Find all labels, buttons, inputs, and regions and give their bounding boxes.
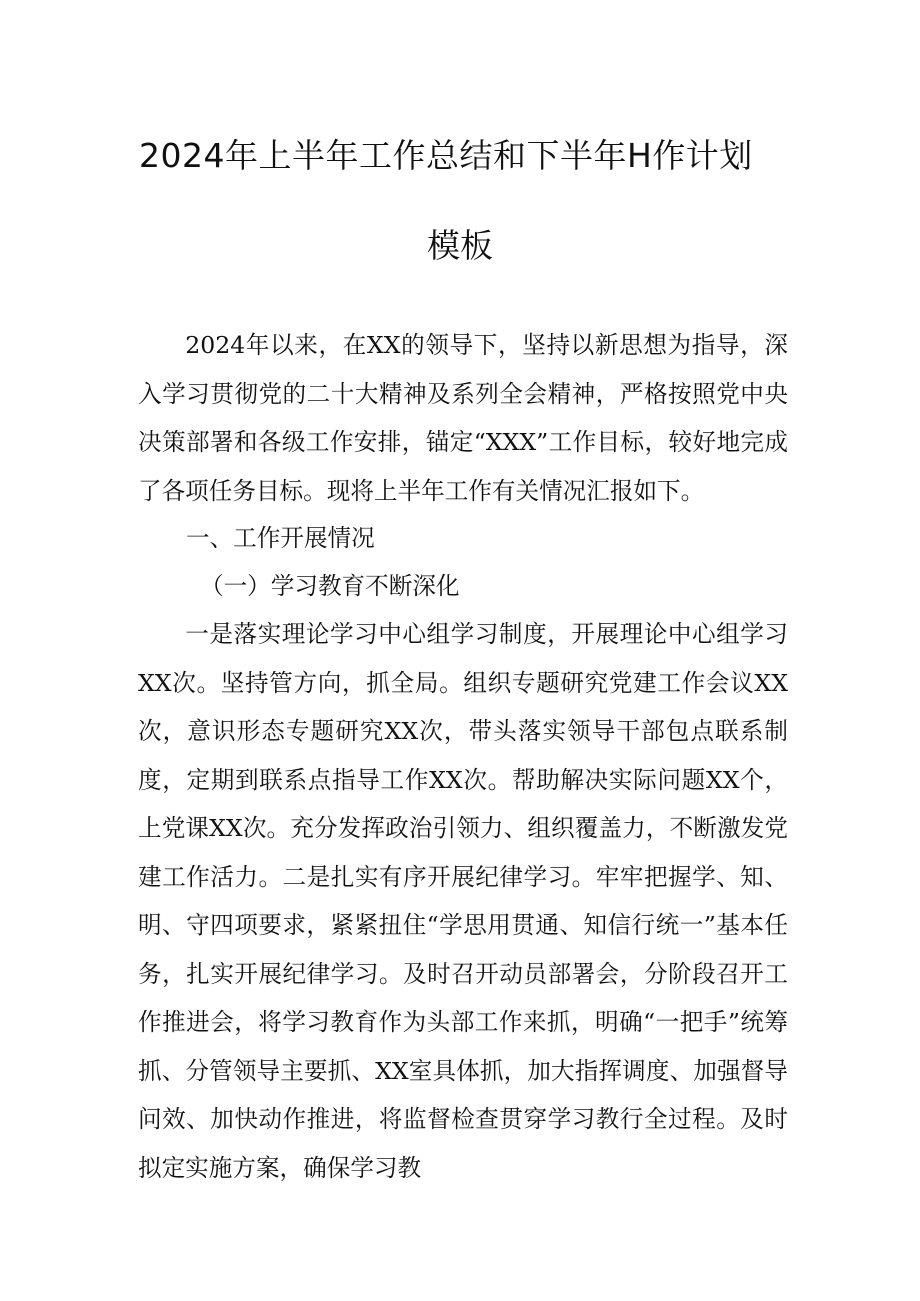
intro-paragraph: 2024年以来，在XX的领导下，坚持以新思想为指导，深入学习贯彻党的二十大精神及系列全会精神，严格按照党中央决策部署和各级工作安排，锚定“XXX”工作目标，较好地完成了各项任务目标。现将上半年工作有关情况汇报如下。: [138, 331, 788, 505]
document-title-continued: 模板: [427, 226, 493, 265]
body-paragraph: 一是落实理论学习中心组学习制度，开展理论中心组学习XX次。坚持管方向，抓全局。组织专题研究党建工作会议XX次，意识形态专题研究XX次，带头落实领导干部包点联系制度，定期到联系点指导工作XX次。帮助解决实际问题XX个，上党课XX次。充分发挥政治引领力、组织覆盖力，不断激发党建工作活力。二是扎实有序开展纪律学习。牢牢把握学、知、明、守四项要求，紧紧扭住“学思用贯通、知信行统一”基本任务，扎实开展纪律学习。及时召开动员部署会，分阶段召开工作推进会，将学习教育作为头部工作来抓，明确“一把手”统筹抓、分管领导主要抓、XX室具体抓，加大指挥调度、加强督导问效、加快动作推进，将监督检查贯穿学习教行全过程。及时拟定实施方案，确保学习教: [138, 620, 788, 1182]
section-heading: 一、工作开展情况: [186, 524, 375, 552]
document-title: 2024年上半年工作总结和下半年H作计划: [139, 136, 753, 175]
subsection-heading: （一）学习教育不断深化: [200, 572, 460, 600]
